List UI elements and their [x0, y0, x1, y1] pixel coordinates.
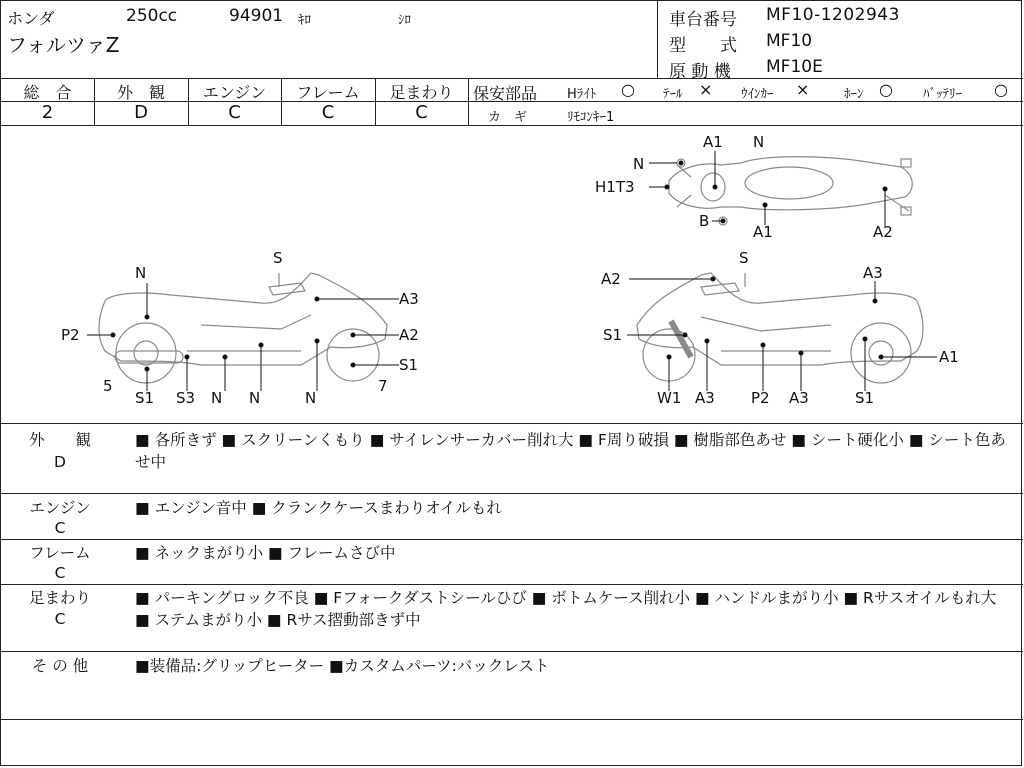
mileage: 94901 — [229, 6, 284, 26]
note-engine-label: エンジン — [29, 499, 91, 517]
grade-overall-label: 総 合 — [23, 83, 72, 102]
model-name: フォルツァZ — [7, 33, 120, 57]
diagram-label: S — [739, 249, 749, 267]
note-exterior-grade: D — [54, 453, 66, 471]
note-other-label: そ の 他 — [31, 657, 89, 675]
damage-diagram — [1, 125, 1023, 423]
grade-frame-label: フレーム — [296, 83, 360, 102]
note-suspension-grade: C — [54, 610, 66, 628]
safety-headlight-mark: ○ — [621, 80, 635, 99]
diagram-label: S1 — [855, 389, 875, 407]
safety-battery-label: ﾊﾞｯﾃﾘｰ — [923, 87, 962, 102]
diagram-bottom-rule — [1, 423, 1023, 424]
safety-headlight-label: Hﾗｲﾄ — [567, 87, 597, 102]
note-rule — [1, 584, 1023, 585]
diagram-label: A3 — [789, 389, 809, 407]
note-engine-grade: C — [54, 519, 66, 537]
diagram-label: S1 — [603, 326, 623, 344]
diagram-label: N — [753, 133, 765, 151]
diagram-label: S3 — [176, 389, 196, 407]
grade-suspension-value: C — [415, 102, 428, 123]
diagram-label: N — [211, 389, 223, 407]
safety-horn-mark: ○ — [879, 80, 893, 99]
grade-overall-value: 2 — [41, 102, 54, 123]
diagram-label: P2 — [61, 326, 80, 344]
diagram-label: A1 — [703, 133, 723, 151]
diagram-label: W1 — [657, 389, 682, 407]
diagram-label: A1 — [939, 348, 959, 366]
note-exterior-text: ■ 各所きず ■ スクリーンくもり ■ サイレンサーカバー削れ大 ■ F周り破損 ■ 樹脂部色あせ ■ シート硬化小 ■ シート色あせ中 — [135, 431, 1006, 471]
scooter-right-view — [637, 273, 923, 383]
type-label: 型 式 — [669, 36, 737, 56]
diagram-label: N — [305, 389, 317, 407]
diagram-label: A1 — [753, 223, 773, 241]
type-value: MF10 — [766, 31, 813, 51]
diagram-label: 5 — [103, 377, 113, 395]
displacement: 250cc — [126, 6, 178, 26]
safety-tail-label: ﾃｰﾙ — [663, 87, 683, 102]
grade-mid-rule — [1, 101, 468, 102]
diagram-label: A3 — [863, 264, 883, 282]
note-rule — [1, 539, 1023, 540]
diagram-label: S1 — [399, 356, 419, 374]
safety-tail-mark: × — [699, 80, 713, 99]
diagram-label: N — [135, 264, 147, 282]
diagram-label: A2 — [873, 223, 893, 241]
key-label: カ ギ — [488, 110, 528, 125]
note-rule — [1, 493, 1023, 494]
header-bottom-rule — [1, 78, 1023, 79]
diagram-label: N — [249, 389, 261, 407]
diagram-label: 7 — [378, 377, 388, 395]
diagram-label: P2 — [751, 389, 770, 407]
grade-suspension-label: 足まわり — [389, 83, 454, 102]
key-value: ﾘﾓｺﾝｷｰ1 — [567, 110, 615, 125]
grade-exterior-label: 外 観 — [116, 83, 165, 102]
note-rule — [1, 719, 1023, 720]
note-engine-text: ■ エンジン音中 ■ クランクケースまわりオイルもれ — [135, 499, 502, 517]
diagram-label: A2 — [399, 326, 419, 344]
engine-label: 原 動 機 — [669, 62, 731, 82]
frame-no: MF10-1202943 — [766, 5, 900, 25]
grade-frame-value: C — [321, 102, 335, 123]
frame-no-label: 車台番号 — [669, 10, 737, 30]
safety-winker-label: ｳｲﾝｶｰ — [741, 87, 774, 102]
diagram-label: A3 — [399, 290, 419, 308]
safety-winker-mark: × — [796, 80, 810, 99]
diagram-label: A3 — [695, 389, 715, 407]
note-frame-text: ■ ネックまがり小 ■ フレームさび中 — [135, 544, 396, 562]
note-frame-label: フレーム — [29, 544, 91, 562]
safety-title: 保安部品 — [473, 84, 538, 103]
note-rule — [1, 651, 1023, 652]
note-exterior-label: 外 観 — [28, 431, 91, 449]
engine-value: MF10E — [766, 57, 823, 77]
diagram-label: S — [273, 249, 283, 267]
diagram-label: B — [699, 212, 710, 230]
header-divider — [657, 1, 658, 78]
diagram-label: S1 — [135, 389, 155, 407]
safety-horn-label: ﾎｰﾝ — [844, 87, 864, 102]
grade-engine-value: C — [228, 102, 241, 123]
mileage-unit: ｷﾛ — [298, 13, 311, 28]
note-frame-grade: C — [54, 564, 66, 582]
maker: ホンダ — [7, 9, 55, 28]
note-suspension-text: ■ パーキングロック不良 ■ Fフォークダストシールひび ■ ボトムケース削れ小 ■ ハンドルまがり小 ■ Rサスオイルもれ大 ■ ステムまがり小 ■ Rサス摺動部きず中 — [135, 589, 997, 629]
grade-exterior-value: D — [134, 102, 148, 123]
safety-battery-mark: ○ — [994, 80, 1008, 99]
scooter-left-view — [99, 273, 387, 383]
note-other-text: ■装備品:グリップヒーター ■カスタムパーツ:バックレスト — [135, 657, 550, 675]
note-suspension-label: 足まわり — [28, 589, 91, 607]
diagram-label: A2 — [601, 270, 621, 288]
grade-engine-label: エンジン — [202, 83, 267, 102]
diagram-label: N — [633, 155, 645, 173]
color: ｼﾛ — [398, 13, 411, 28]
diagram-label: H1T3 — [595, 178, 635, 196]
